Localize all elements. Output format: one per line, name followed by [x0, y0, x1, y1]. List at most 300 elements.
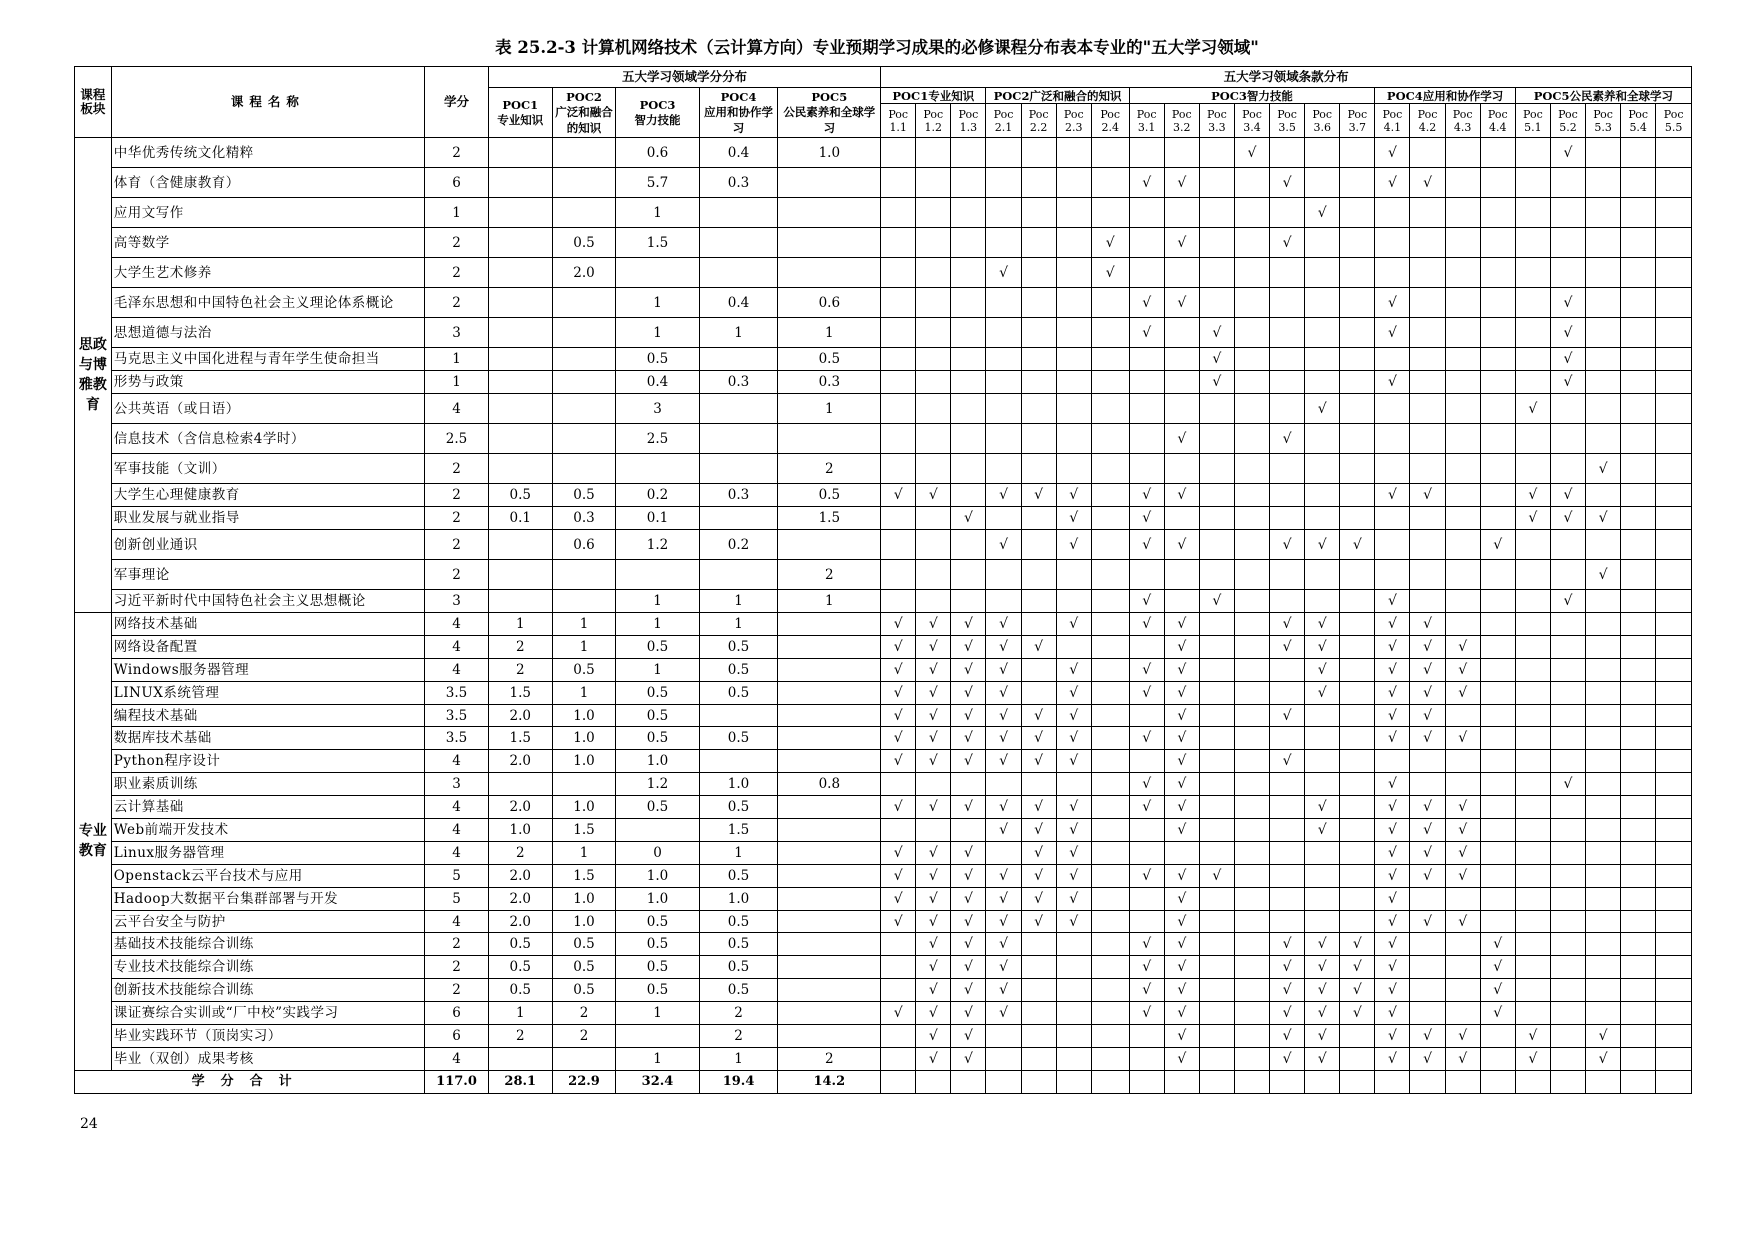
check-mark: √	[1410, 704, 1445, 727]
course-credit: 2	[425, 138, 489, 168]
empty-cell	[1021, 1025, 1056, 1048]
empty-cell	[881, 560, 916, 590]
empty-cell	[1270, 507, 1305, 530]
table-row	[75, 394, 1692, 424]
poc-credit-cell: 2.0	[488, 864, 552, 887]
poc-credit-cell: 0.5	[488, 979, 552, 1002]
empty-cell	[1550, 168, 1585, 198]
empty-cell	[1199, 530, 1234, 560]
poc-credit-cell: 0.3	[778, 371, 881, 394]
empty-cell	[1091, 841, 1129, 864]
poc-credit-cell: 1	[616, 318, 699, 348]
empty-cell	[1410, 956, 1445, 979]
empty-cell	[1550, 841, 1585, 864]
empty-cell	[1129, 635, 1164, 658]
empty-cell	[1164, 138, 1199, 168]
empty-cell	[1515, 228, 1550, 258]
poc-credit-cell: 5.7	[616, 168, 699, 198]
empty-cell	[1234, 613, 1269, 636]
check-mark: √	[1375, 956, 1410, 979]
poc-credit-cell: 1.5	[488, 681, 552, 704]
empty-cell	[1021, 507, 1056, 530]
course-credit: 3.5	[425, 727, 489, 750]
empty-cell	[1091, 198, 1129, 228]
poc-credit-cell: 0.5	[552, 956, 616, 979]
poc-credit-cell: 1.0	[778, 138, 881, 168]
check-mark: √	[1410, 864, 1445, 887]
course-name: 基础技术技能综合训练	[111, 933, 424, 956]
poc-credit-cell	[778, 910, 881, 933]
header-credit-distribution: 五大学习领域学分分布	[488, 67, 880, 88]
poc-credit-cell	[488, 258, 552, 288]
empty-cell	[1621, 318, 1656, 348]
check-mark: √	[1164, 1002, 1199, 1025]
empty-cell	[1480, 750, 1515, 773]
empty-cell	[1340, 228, 1375, 258]
poc-credit-cell: 1.0	[488, 819, 552, 842]
empty-cell	[1410, 258, 1445, 288]
empty-cell	[986, 1070, 1021, 1093]
empty-cell	[1550, 727, 1585, 750]
empty-cell	[1375, 258, 1410, 288]
empty-cell	[1021, 424, 1056, 454]
empty-cell	[1270, 1070, 1305, 1093]
empty-cell	[1550, 704, 1585, 727]
check-mark: √	[881, 864, 916, 887]
empty-cell	[1234, 530, 1269, 560]
check-mark: √	[1375, 635, 1410, 658]
table-row	[75, 1025, 1692, 1048]
table-row	[75, 258, 1692, 288]
poc-credit-cell: 0.5	[488, 956, 552, 979]
empty-cell	[1021, 228, 1056, 258]
poc-label: 公民素养和全球学习	[783, 104, 876, 135]
course-name: 大学生艺术修养	[111, 258, 424, 288]
empty-cell	[1199, 773, 1234, 796]
poc-credit-cell: 0.6	[778, 288, 881, 318]
empty-cell	[1270, 371, 1305, 394]
empty-cell	[951, 1070, 986, 1093]
empty-cell	[1410, 560, 1445, 590]
empty-cell	[1129, 1070, 1164, 1093]
empty-cell	[1410, 887, 1445, 910]
empty-cell	[1586, 704, 1621, 727]
check-mark: √	[1410, 658, 1445, 681]
empty-cell	[1656, 258, 1692, 288]
empty-cell	[1375, 228, 1410, 258]
poc-credit-cell	[488, 228, 552, 258]
course-name: 思想道德与法治	[111, 318, 424, 348]
empty-cell	[1091, 773, 1129, 796]
empty-cell	[1515, 198, 1550, 228]
empty-cell	[1621, 910, 1656, 933]
empty-cell	[1305, 288, 1340, 318]
poc-credit-cell: 0.6	[616, 138, 699, 168]
poc-code: POC4	[720, 89, 757, 104]
empty-cell	[1056, 590, 1091, 613]
empty-cell	[951, 819, 986, 842]
empty-cell	[1656, 1070, 1692, 1093]
empty-cell	[1234, 1047, 1269, 1070]
empty-cell	[1656, 933, 1692, 956]
poc-credit-cell: 2	[778, 1047, 881, 1070]
empty-cell	[1375, 394, 1410, 424]
check-mark: √	[1515, 484, 1550, 507]
empty-cell	[1199, 796, 1234, 819]
empty-cell	[1340, 681, 1375, 704]
header-poc-sub: Poc 3.2	[1164, 104, 1199, 138]
empty-cell	[1056, 198, 1091, 228]
check-mark: √	[1445, 910, 1480, 933]
empty-cell	[1199, 933, 1234, 956]
poc-credit-cell: 0.5	[488, 484, 552, 507]
empty-cell	[1129, 138, 1164, 168]
empty-cell	[1586, 168, 1621, 198]
empty-cell	[1656, 841, 1692, 864]
course-credit: 4	[425, 1047, 489, 1070]
check-mark: √	[1270, 613, 1305, 636]
check-mark: √	[986, 727, 1021, 750]
check-mark: √	[1129, 318, 1164, 348]
empty-cell	[986, 1025, 1021, 1048]
check-mark: √	[1091, 228, 1129, 258]
empty-cell	[1410, 1002, 1445, 1025]
course-credit: 6	[425, 1002, 489, 1025]
empty-cell	[1445, 348, 1480, 371]
empty-cell	[1056, 228, 1091, 258]
course-credit: 2	[425, 530, 489, 560]
check-mark: √	[916, 484, 951, 507]
check-mark: √	[881, 841, 916, 864]
empty-cell	[881, 1025, 916, 1048]
empty-cell	[951, 530, 986, 560]
empty-cell	[1621, 560, 1656, 590]
poc-credit-cell	[778, 864, 881, 887]
poc-credit-cell	[778, 424, 881, 454]
check-mark: √	[951, 704, 986, 727]
table-row	[75, 704, 1692, 727]
check-mark: √	[1056, 484, 1091, 507]
empty-cell	[1340, 394, 1375, 424]
poc-label: 广泛和融合的知识	[555, 104, 613, 135]
empty-cell	[1621, 138, 1656, 168]
poc-credit-cell	[778, 704, 881, 727]
poc-credit-cell: 1.5	[616, 228, 699, 258]
empty-cell	[916, 318, 951, 348]
check-mark: √	[1410, 1025, 1445, 1048]
poc-credit-cell: 0.8	[778, 773, 881, 796]
check-mark: √	[1270, 424, 1305, 454]
empty-cell	[1621, 168, 1656, 198]
poc-credit-cell	[778, 530, 881, 560]
empty-cell	[1586, 484, 1621, 507]
course-credit: 5	[425, 887, 489, 910]
table-row	[75, 887, 1692, 910]
check-mark: √	[1270, 1047, 1305, 1070]
empty-cell	[1021, 1047, 1056, 1070]
empty-cell	[881, 454, 916, 484]
empty-cell	[1129, 819, 1164, 842]
empty-cell	[1550, 258, 1585, 288]
poc-credit-cell	[488, 168, 552, 198]
poc-credit-cell: 1.5	[778, 507, 881, 530]
check-mark: √	[1340, 979, 1375, 1002]
empty-cell	[881, 819, 916, 842]
empty-cell	[1621, 704, 1656, 727]
check-mark: √	[951, 1025, 986, 1048]
empty-cell	[1621, 394, 1656, 424]
check-mark: √	[1164, 887, 1199, 910]
empty-cell	[1340, 1070, 1375, 1093]
poc-credit-cell: 0.3	[552, 507, 616, 530]
check-mark: √	[916, 956, 951, 979]
check-mark: √	[1375, 138, 1410, 168]
check-mark: √	[1164, 773, 1199, 796]
check-mark: √	[1550, 507, 1585, 530]
empty-cell	[1199, 1070, 1234, 1093]
empty-cell	[1621, 773, 1656, 796]
empty-cell	[1305, 168, 1340, 198]
check-mark: √	[1480, 1002, 1515, 1025]
empty-cell	[1234, 348, 1269, 371]
empty-cell	[1234, 258, 1269, 288]
check-mark: √	[986, 704, 1021, 727]
course-credit: 6	[425, 168, 489, 198]
empty-cell	[1199, 560, 1234, 590]
empty-cell	[881, 979, 916, 1002]
empty-cell	[1129, 348, 1164, 371]
totals-poc: 19.4	[699, 1070, 778, 1093]
poc-credit-cell: 0.5	[699, 933, 778, 956]
course-name: 毛泽东思想和中国特色社会主义理论体系概论	[111, 288, 424, 318]
empty-cell	[1305, 704, 1340, 727]
check-mark: √	[986, 258, 1021, 288]
table-row	[75, 168, 1692, 198]
course-credit: 2	[425, 956, 489, 979]
empty-cell	[1234, 819, 1269, 842]
check-mark: √	[881, 658, 916, 681]
poc-credit-cell: 2	[552, 1002, 616, 1025]
check-mark: √	[986, 1002, 1021, 1025]
empty-cell	[986, 228, 1021, 258]
empty-cell	[951, 198, 986, 228]
table-row	[75, 1002, 1692, 1025]
empty-cell	[1021, 288, 1056, 318]
header-clause-distribution: 五大学习领域条款分布	[881, 67, 1692, 88]
empty-cell	[1586, 796, 1621, 819]
totals-poc: 22.9	[552, 1070, 616, 1093]
poc-credit-cell: 1	[616, 658, 699, 681]
header-poc-sub: Poc 1.2	[916, 104, 951, 138]
check-mark: √	[986, 819, 1021, 842]
check-mark: √	[1056, 887, 1091, 910]
empty-cell	[1091, 956, 1129, 979]
empty-cell	[1021, 394, 1056, 424]
poc-credit-cell	[488, 318, 552, 348]
empty-cell	[1340, 819, 1375, 842]
empty-cell	[1480, 138, 1515, 168]
course-credit: 3.5	[425, 704, 489, 727]
poc-credit-cell: 1.0	[616, 864, 699, 887]
empty-cell	[1410, 371, 1445, 394]
check-mark: √	[1021, 635, 1056, 658]
empty-cell	[1234, 750, 1269, 773]
empty-cell	[1515, 956, 1550, 979]
course-name: 形势与政策	[111, 371, 424, 394]
empty-cell	[1164, 454, 1199, 484]
header-poc-sub: Poc 5.3	[1586, 104, 1621, 138]
empty-cell	[1480, 288, 1515, 318]
empty-cell	[1515, 681, 1550, 704]
empty-cell	[881, 530, 916, 560]
empty-cell	[1305, 910, 1340, 933]
course-name: 大学生心理健康教育	[111, 484, 424, 507]
check-mark: √	[1375, 727, 1410, 750]
poc-credit-cell	[488, 138, 552, 168]
empty-cell	[1550, 933, 1585, 956]
empty-cell	[1340, 1047, 1375, 1070]
empty-cell	[1021, 318, 1056, 348]
check-mark: √	[1550, 288, 1585, 318]
poc-credit-cell: 2.0	[488, 887, 552, 910]
table-row	[75, 727, 1692, 750]
header-poc-sub: Poc 3.3	[1199, 104, 1234, 138]
poc-credit-cell	[699, 258, 778, 288]
check-mark: √	[1129, 979, 1164, 1002]
empty-cell	[951, 348, 986, 371]
empty-cell	[1410, 979, 1445, 1002]
course-credit: 2	[425, 288, 489, 318]
check-mark: √	[951, 658, 986, 681]
empty-cell	[1199, 484, 1234, 507]
empty-cell	[1550, 864, 1585, 887]
empty-cell	[1410, 773, 1445, 796]
course-credit: 4	[425, 635, 489, 658]
check-mark: √	[1375, 658, 1410, 681]
poc-credit-cell: 2	[778, 454, 881, 484]
empty-cell	[1234, 168, 1269, 198]
table-row	[75, 841, 1692, 864]
check-mark: √	[1164, 1025, 1199, 1048]
poc-credit-cell: 0.5	[616, 910, 699, 933]
check-mark: √	[916, 887, 951, 910]
check-mark: √	[1021, 841, 1056, 864]
empty-cell	[1656, 318, 1692, 348]
poc-credit-cell	[552, 288, 616, 318]
check-mark: √	[1164, 864, 1199, 887]
empty-cell	[1410, 394, 1445, 424]
header-poc-sub: Poc 5.1	[1515, 104, 1550, 138]
empty-cell	[1340, 288, 1375, 318]
check-mark: √	[1375, 704, 1410, 727]
check-mark: √	[1410, 681, 1445, 704]
poc-credit-cell: 0.5	[616, 635, 699, 658]
empty-cell	[1515, 727, 1550, 750]
empty-cell	[1656, 819, 1692, 842]
empty-cell	[1586, 658, 1621, 681]
empty-cell	[1199, 168, 1234, 198]
check-mark: √	[1164, 750, 1199, 773]
empty-cell	[1621, 956, 1656, 979]
empty-cell	[986, 507, 1021, 530]
empty-cell	[1340, 198, 1375, 228]
check-mark: √	[881, 796, 916, 819]
table-row	[75, 819, 1692, 842]
check-mark: √	[1129, 658, 1164, 681]
empty-cell	[1656, 530, 1692, 560]
empty-cell	[1340, 773, 1375, 796]
check-mark: √	[1375, 910, 1410, 933]
poc-credit-cell: 2.0	[552, 258, 616, 288]
check-mark: √	[916, 841, 951, 864]
empty-cell	[1586, 394, 1621, 424]
check-mark: √	[1305, 819, 1340, 842]
check-mark: √	[1550, 348, 1585, 371]
poc-credit-cell: 1.0	[616, 887, 699, 910]
check-mark: √	[1199, 590, 1234, 613]
poc-credit-cell: 0.5	[552, 228, 616, 258]
poc-credit-cell: 0.5	[699, 979, 778, 1002]
poc-credit-cell	[778, 1025, 881, 1048]
poc-credit-cell	[616, 1025, 699, 1048]
check-mark: √	[1056, 613, 1091, 636]
empty-cell	[1129, 887, 1164, 910]
header-poc-sub: Poc 4.1	[1375, 104, 1410, 138]
empty-cell	[881, 228, 916, 258]
course-credit: 2	[425, 979, 489, 1002]
check-mark: √	[916, 1025, 951, 1048]
empty-cell	[1021, 773, 1056, 796]
empty-cell	[1305, 750, 1340, 773]
empty-cell	[916, 819, 951, 842]
poc-label: 专业知识	[497, 112, 544, 127]
check-mark: √	[1056, 507, 1091, 530]
empty-cell	[1515, 819, 1550, 842]
empty-cell	[1270, 258, 1305, 288]
empty-cell	[881, 394, 916, 424]
empty-cell	[1445, 979, 1480, 1002]
empty-cell	[1550, 819, 1585, 842]
empty-cell	[881, 1070, 916, 1093]
empty-cell	[1305, 1070, 1340, 1093]
poc-credit-cell: 0.5	[616, 979, 699, 1002]
empty-cell	[1621, 454, 1656, 484]
poc-credit-cell	[778, 727, 881, 750]
empty-cell	[1091, 1070, 1129, 1093]
check-mark: √	[916, 681, 951, 704]
empty-cell	[1656, 1002, 1692, 1025]
header-poc-sub: Poc 4.3	[1445, 104, 1480, 138]
empty-cell	[916, 138, 951, 168]
empty-cell	[1021, 168, 1056, 198]
check-mark: √	[1164, 228, 1199, 258]
check-mark: √	[1164, 819, 1199, 842]
empty-cell	[1164, 507, 1199, 530]
check-mark: √	[1586, 454, 1621, 484]
check-mark: √	[1091, 258, 1129, 288]
poc-code: POC5	[811, 89, 848, 104]
header-poc-sub: Poc 4.4	[1480, 104, 1515, 138]
check-mark: √	[951, 1002, 986, 1025]
poc-credit-cell: 1	[488, 1002, 552, 1025]
empty-cell	[1199, 681, 1234, 704]
empty-cell	[1091, 507, 1129, 530]
empty-cell	[1234, 424, 1269, 454]
poc-credit-cell: 1.0	[552, 910, 616, 933]
empty-cell	[986, 424, 1021, 454]
empty-cell	[1091, 371, 1129, 394]
empty-cell	[1621, 484, 1656, 507]
